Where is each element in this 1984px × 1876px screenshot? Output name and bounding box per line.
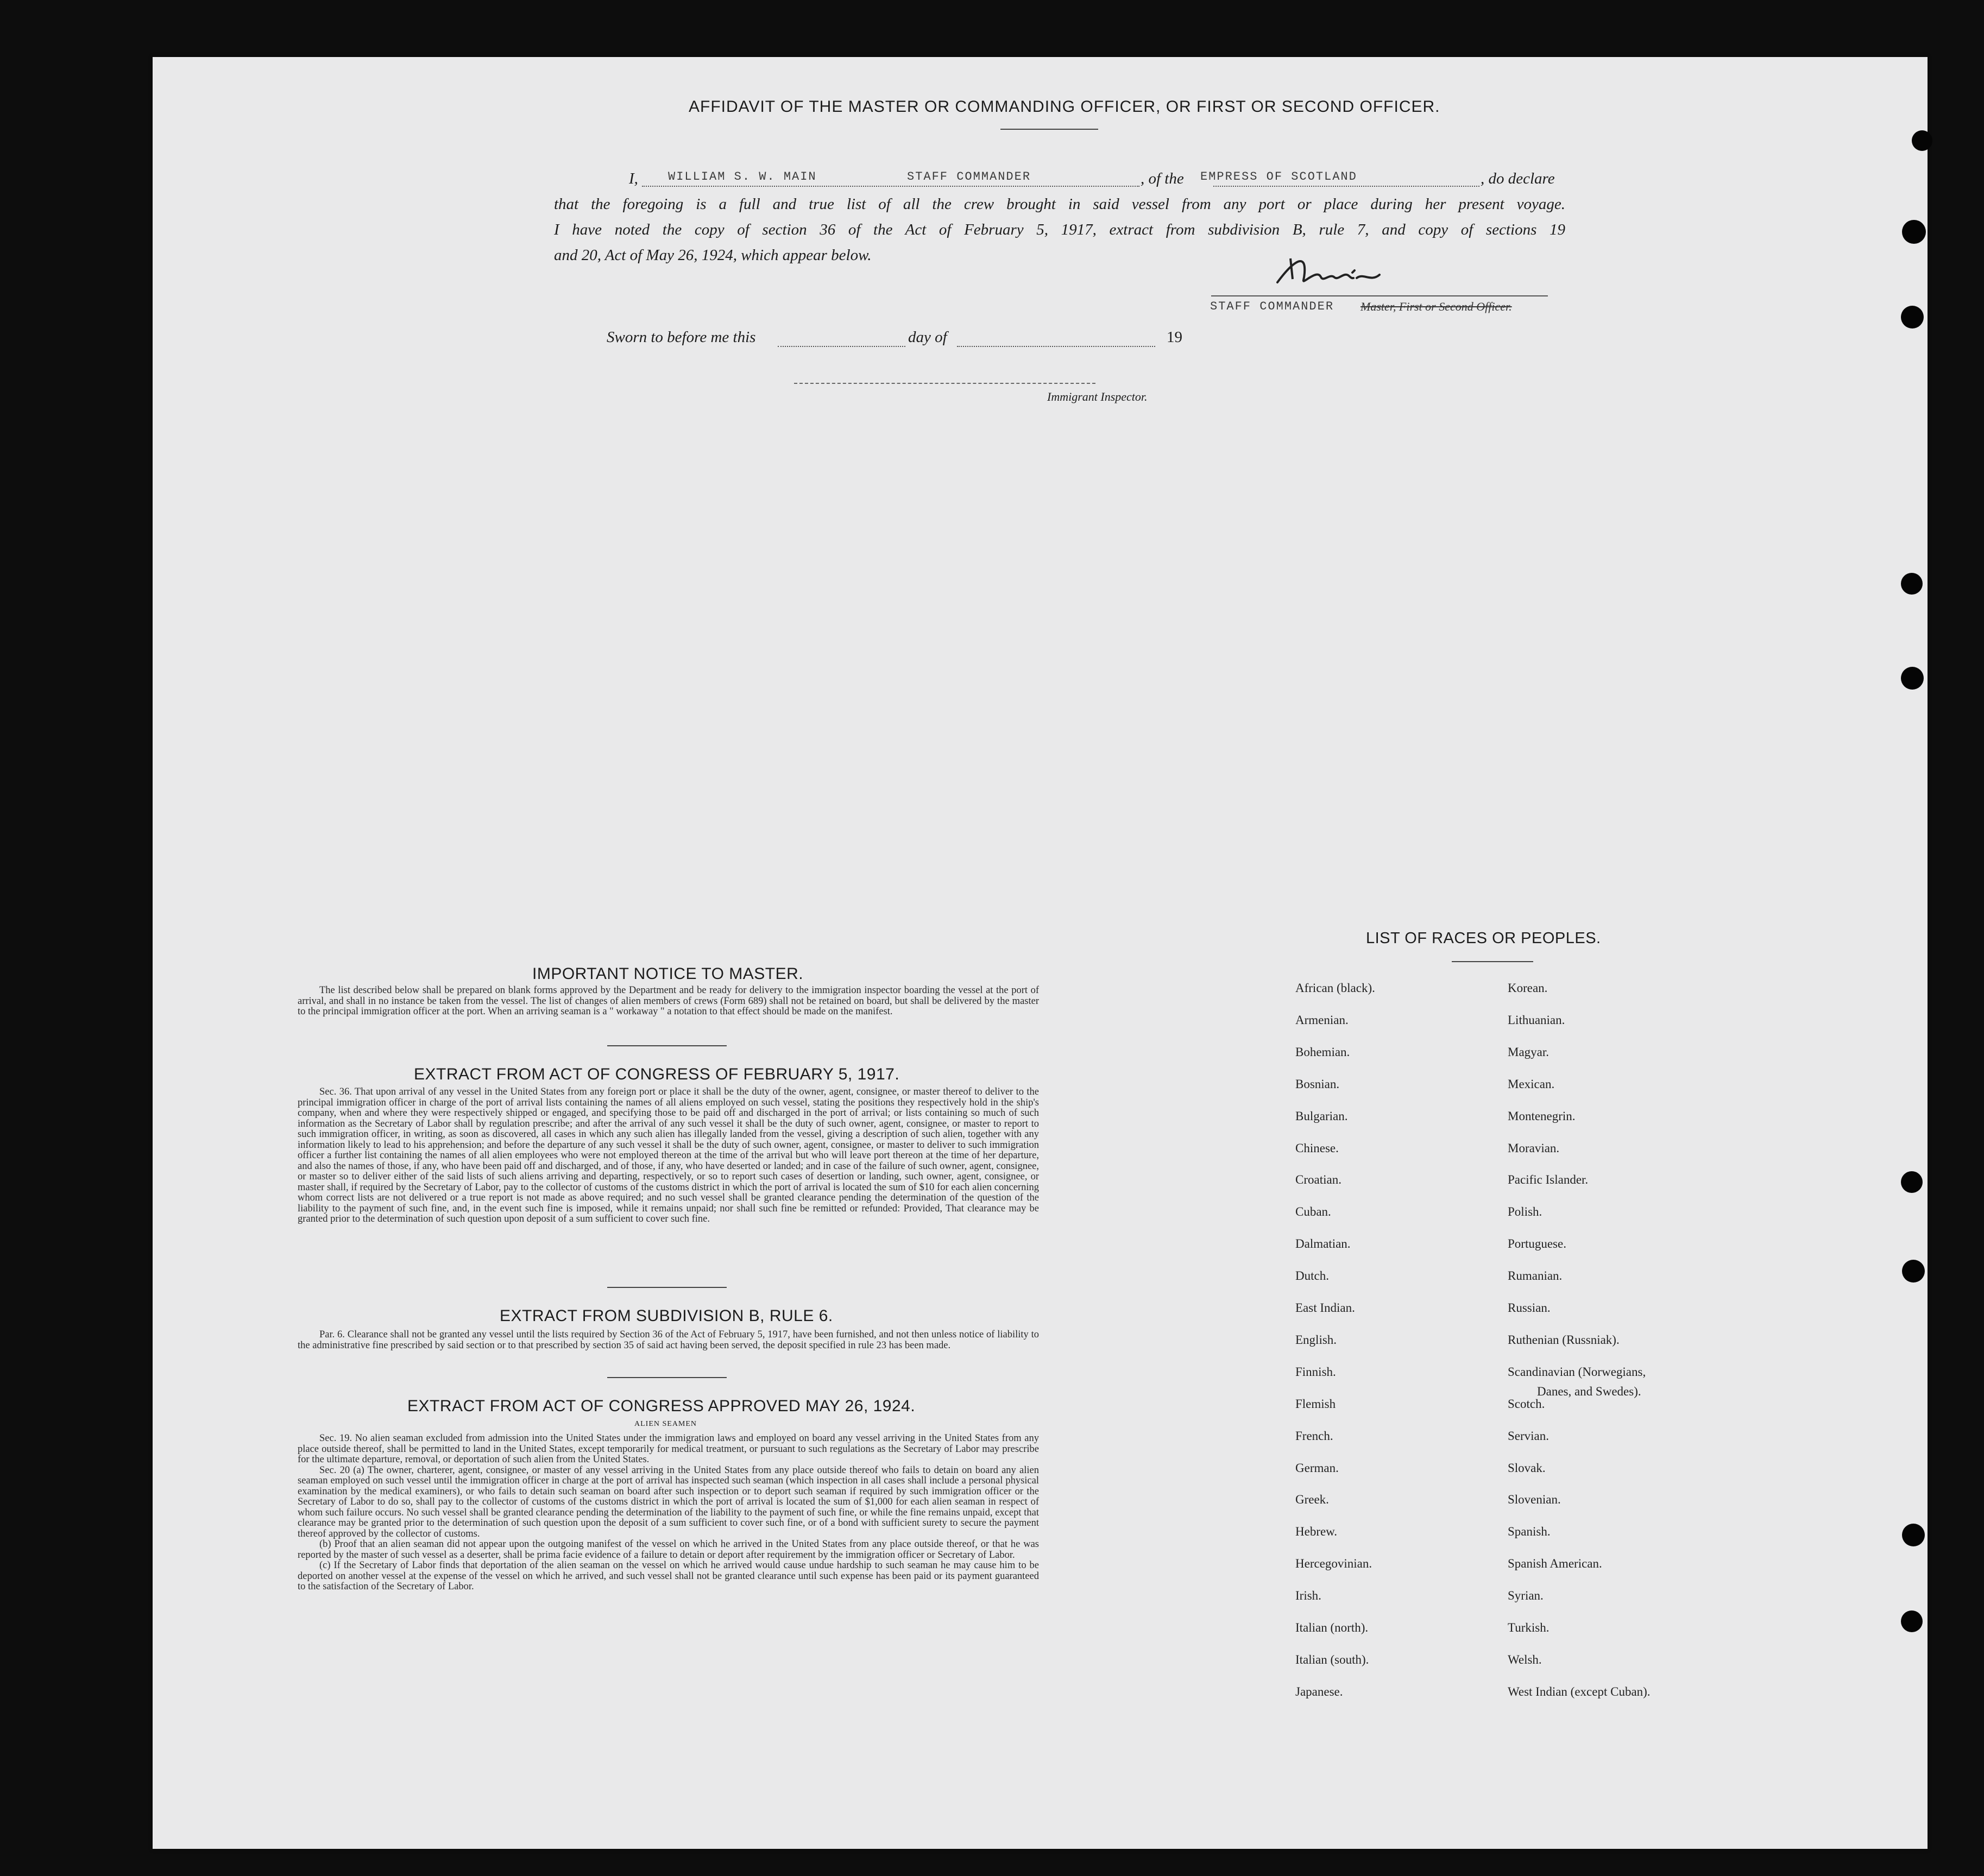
race-item: Lithuanian. [1508,1013,1565,1027]
race-item: Italian (south). [1295,1652,1369,1666]
race-item: Japanese. [1295,1684,1343,1698]
race-item: Rumanian. [1508,1269,1563,1283]
affidavit-title: AFFIDAVIT OF THE MASTER OR COMMANDING OFFICER, OR FIRST OR SECOND OFFICER. [689,98,1440,116]
race-item: Bohemian. [1295,1045,1350,1059]
signature-rank: STAFF COMMANDER [1210,300,1334,313]
subdivision-paragraph: Par. 6. Clearance shall not be granted any vessel until the lists required by Section 36 of the Act of February 5, 1917, have been furnished, and not then unless notice of liability to the administrative fine prescribed by said section or to that prescribed by section 35 of said act having been served, the deposit specified in rule 23 has been made. [298,1329,1039,1351]
race-item: Turkish. [1508,1621,1550,1634]
subdivision-rule [607,1377,727,1378]
race-item: Scandinavian (Norwegians, [1508,1365,1646,1379]
race-item: Hercegovinian. [1295,1557,1372,1571]
race-item: Chinese. [1295,1141,1339,1155]
master-signature [1271,251,1412,294]
sworn-month-line [957,346,1155,347]
notice-paragraph: The list described below shall be prepared on blank forms approved by the Department and be ready for delivery to the immigration inspector boarding the vessel at the port of arrival, and shall in no instance be taken from the vessel. The list of changes of alien members of crews (Form 689) shall not be retained on board, but shall be delivered by the master to the principal immigration officer at the port. When an arriving seaman is a " workaway " a notation to that effect should be made on the manifest. [298,985,1039,1017]
race-item: Slovenian. [1508,1493,1561,1507]
extract-1917-paragraph: Sec. 36. That upon arrival of any vessel in the United States from any foreign port or place it shall be the duty of the owner, agent, consignee, or master thereof to deliver to the principal immigration officer in charge of the port of arrival lists containing the names of all aliens employed on such vessel, stating the positions they respectively hold in the ship's company, when and where they were respectively shipped or engaged, and specifying those to be paid off and discharged in the port of arrival; or lists containing so much of such information as the Secretary of Labor shall by regulation prescribe; and after the arrival of any such vessel it shall be the duty of such owner, agent, consignee, or master to report to such immigration officer, in writing, as soon as discovered, all cases in which any such alien has illegally landed from the vessel, giving a description of such alien, together with any information likely to lead to his apprehension; and before the departure of any such vessel it shall be the duty of such owner, agent, consignee, or master to deliver to such immigration officer a further list containing the names of all alien employees who were not employed thereon at the time of the arrival but who will leave port thereon at the time of her departure, and also the names of those, if any, who have been paid off and discharged, and of those, if any, who have deserted or landed; and in case of the failure of such owner, agent, consignee, or master so to deliver either of the said lists of such aliens arriving and departing, respectively, or so to report such cases of desertion or landing, such owner, agent, consignee, or master shall, if required by the Secretary of Labor, pay to the collector of customs of the customs district in which the port of arrival is located the sum of $10 for each alien concerning whom correct lists are not delivered or a true report is not made as above required; and no such vessel shall be granted clearance pending the determination of the question of the liability to the payment of such fine, and, in the event such fine is imposed, while it remains unpaid; nor shall such fine be remitted or refunded: Provided, That clearance may be granted prior to the determination of such question upon deposit of a sum sufficient to cover such fine. [298,1087,1039,1224]
race-item: Dalmatian. [1295,1237,1351,1251]
race-item: Syrian. [1508,1589,1544,1603]
race-item: Croatian. [1295,1173,1341,1187]
race-item: Danes, and Swedes). [1537,1385,1641,1398]
master-name: WILLIAM S. W. MAIN [668,170,817,184]
race-item: Ruthenian (Russniak). [1508,1332,1620,1347]
extract-1924-title: EXTRACT FROM ACT OF CONGRESS APPROVED MAY 26, 1924. [407,1397,916,1415]
extract-1924-text [298,1433,1039,1593]
extract-1917-rule [607,1287,727,1288]
races-rule [1452,961,1533,962]
race-item: African (black). [1295,981,1375,995]
race-item: Irish. [1295,1589,1321,1603]
race-item: French. [1295,1429,1333,1443]
signature-caption: Master, First or Second Officer. [1361,300,1512,313]
inspector-label: Immigrant Inspector. [1047,390,1148,403]
extract-1917-title: EXTRACT FROM ACT OF CONGRESS OF FEBRUARY 5, 1917. [414,1065,900,1083]
subdivision-text [298,1330,1039,1351]
race-item: English. [1295,1332,1337,1347]
race-item: Magyar. [1508,1045,1550,1059]
i-label: I, [629,170,638,187]
race-item: Slovak. [1508,1461,1546,1475]
declaration-line-2: that the foregoing is a full and true list of all the crew brought in said vessel from any port or place during her present voyage. [554,195,1565,213]
punch-hole [1901,1171,1923,1193]
punch-hole [1901,1610,1923,1632]
race-item: Montenegrin. [1508,1109,1576,1123]
race-item: Greek. [1295,1493,1329,1507]
punch-hole [1901,306,1924,329]
race-item: Moravian. [1508,1141,1560,1155]
vessel-name: EMPRESS OF SCOTLAND [1200,170,1357,184]
race-item: Welsh. [1508,1652,1542,1666]
race-item: Scotch. [1508,1397,1545,1411]
race-item: Russian. [1508,1301,1551,1315]
race-item: Italian (north). [1295,1621,1369,1634]
punch-hole [1901,667,1924,690]
master-rank: STAFF COMMANDER [907,170,1031,184]
race-item: West Indian (except Cuban). [1508,1684,1651,1698]
extract-1917-text [298,1087,1039,1225]
title-rule [1000,129,1098,130]
race-item: Portuguese. [1508,1237,1566,1251]
notice-text [298,986,1039,1018]
sec-20a-paragraph: Sec. 20 (a) The owner, charterer, agent, consignee, or master of any vessel arriving in the United States from any place outside thereof who fails to detain on board any alien seaman employed on such vessel until the immigration officer in charge at the port of arrival has inspected such seaman (which inspection in all cases shall include a personal physical examination by the medical examiners), or who fails to detain such seaman on board after such inspection or to deport such seaman if required by such immigration officer or the Secretary of Labor to do so, shall pay to the collector of customs of the customs district in which the port of arrival is located the sum of $1,000 for each alien seaman in respect of whom such failure occurs. No such vessel shall be granted clearance pending the determination of the liability to the payment of such fine, or while the fine remains unpaid, except that clearance may be granted prior to the determination of such question upon the deposit of a sum sufficient to cover such fine, or of a bond with sufficient surety to secure the payment thereof approved by the collector of customs. [298,1464,1039,1539]
punch-hole [1902,1524,1925,1546]
day-of-label: day of [908,329,947,346]
race-item: Hebrew. [1295,1525,1338,1539]
signature-line [1211,295,1548,296]
race-item: Bosnian. [1295,1077,1340,1091]
races-title: LIST OF RACES OR PEOPLES. [1366,930,1601,947]
notice-title: IMPORTANT NOTICE TO MASTER. [532,965,804,983]
race-item: Dutch. [1295,1269,1329,1283]
race-item: Finnish. [1295,1365,1336,1379]
race-item: Servian. [1508,1429,1550,1443]
punch-hole [1901,573,1923,595]
race-item: Pacific Islander. [1508,1173,1589,1187]
punch-hole [1902,1260,1925,1283]
race-item: East Indian. [1295,1301,1355,1315]
race-item: Polish. [1508,1205,1542,1219]
sworn-day-line [778,346,905,347]
punch-hole [1912,130,1932,151]
race-item: Spanish. [1508,1525,1551,1539]
inspector-signature-line [794,383,1095,384]
declaration-block [554,166,1565,275]
sec-20b-paragraph: (b) Proof that an alien seaman did not appear upon the outgoing manifest of the vessel on which he arrived in the United States from any place outside thereof, or that he was reported by the master of such vessel as a deserter, shall be prima facie evidence of a failure to detain or deport after requirement by the immigration officer or Secretary of Labor. [298,1539,1039,1561]
declaration-line-3: I have noted the copy of section 36 of the Act of February 5, 1917, extract from subdivision B, rule 7, and copy of sections 19 [554,221,1565,238]
race-item: Mexican. [1508,1077,1555,1091]
punch-hole [1902,220,1926,244]
sec-20c-paragraph: (c) If the Secretary of Labor finds that deportation of the alien seaman on the vessel on which he arrived would cause undue hardship to such seaman he may cause him to be deported on another vessel at the expense of the vessel on which he arrived, and such vessel shall not be granted clearance until such expense has been paid or its payment guaranteed to the satisfaction of the Secretary of Labor. [298,1560,1039,1592]
notice-rule [607,1045,727,1046]
race-item: Korean. [1508,981,1548,995]
race-item: Armenian. [1295,1013,1349,1027]
race-item: Cuban. [1295,1205,1331,1219]
sec-19-paragraph: Sec. 19. No alien seaman excluded from admission into the United States under the immigration laws and employed on board any vessel arriving in the United States from any place outside thereof, shall be permitted to land in the United States, except temporarily for medical treatment, or pursuant to such regulations as the Secretary of Labor may prescribe for the ultimate departure, removal, or deportation of such alien from the United States. [298,1433,1039,1465]
subdivision-title: EXTRACT FROM SUBDIVISION B, RULE 6. [500,1307,833,1325]
race-item: Flemish [1295,1397,1336,1411]
alien-seamen-subtitle: ALIEN SEAMEN [634,1420,697,1428]
race-item: Bulgarian. [1295,1109,1348,1123]
sworn-label: Sworn to before me this [607,329,756,346]
year-prefix: 19 [1167,329,1182,346]
race-item: Spanish American. [1508,1557,1602,1571]
do-declare-label: , do declare [1481,170,1555,187]
declaration-line-4: and 20, Act of May 26, 1924, which appear below. [554,247,872,264]
race-item: German. [1295,1461,1339,1475]
of-the-label: , of the [1141,170,1184,187]
